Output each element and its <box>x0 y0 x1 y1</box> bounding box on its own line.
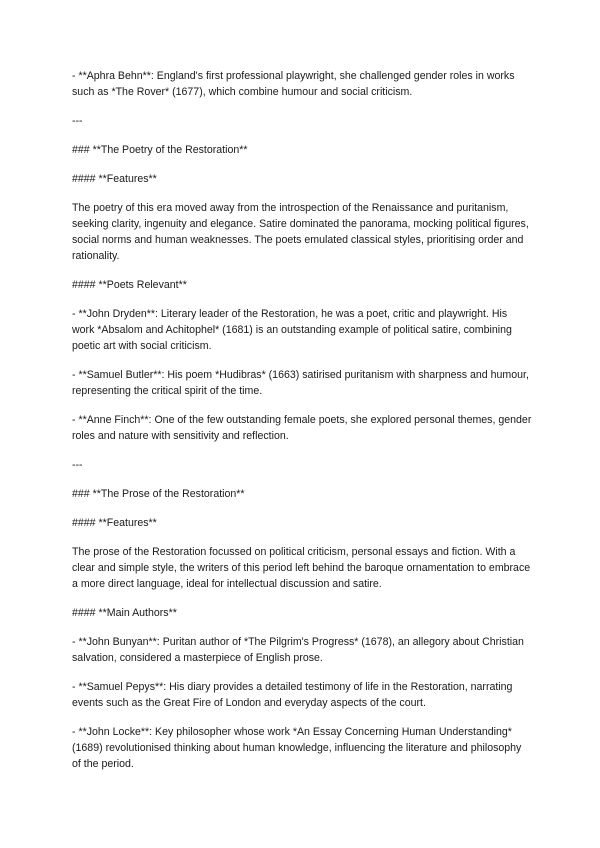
heading-features-poetry: #### **Features** <box>72 173 157 185</box>
horizontal-rule: --- <box>72 115 83 127</box>
list-item-samuel-pepys: - **Samuel Pepys**: His diary provides a detailed testimony of life in the Restoration, narrating events such as the Great Fire of London and everyday aspects of the court. <box>72 681 516 709</box>
heading-main-authors: #### **Main Authors** <box>72 607 177 619</box>
heading-prose: ### **The Prose of the Restoration** <box>72 488 245 500</box>
list-item-john-dryden: - **John Dryden**: Literary leader of the Restoration, he was a poet, critic and playwright. His work *Absalom and Achitophel* (1681) is an outstanding example of political satire, combining poetic art with social criticism. <box>72 308 515 352</box>
paragraph-prose: The prose of the Restoration focussed on political criticism, personal essays and fiction. With a clear and simple style, the writers of this period left behind the baroque ornamentation to embrace a more direct language, ideal for intellectual discussion and satire. <box>72 546 534 590</box>
heading-features-prose: #### **Features** <box>72 517 157 529</box>
heading-poets-relevant: #### **Poets Relevant** <box>72 279 187 291</box>
heading-poetry: ### **The Poetry of the Restoration** <box>72 144 248 156</box>
list-item-john-bunyan: - **John Bunyan**: Puritan author of *The Pilgrim's Progress* (1678), an allegory about Christian salvation, considered a masterpiece of English prose. <box>72 636 527 664</box>
list-item-anne-finch: - **Anne Finch**: One of the few outstanding female poets, she explored personal themes, gender roles and nature with sensitivity and reflection. <box>72 414 535 442</box>
list-item-samuel-butler: - **Samuel Butler**: His poem *Hudibras* (1663) satirised puritanism with sharpness and humour, representing the critical spirit of the time. <box>72 369 532 397</box>
list-item-aphra-behn: - **Aphra Behn**: England's first professional playwright, she challenged gender roles in works such as *The Rover* (1677), which combine humour and social criticism. <box>72 70 518 98</box>
list-item-john-locke: - **John Locke**: Key philosopher whose work *An Essay Concerning Human Understanding* (1689) revolutionised thinking about human knowledge, influencing the literature and philosophy of the period. <box>72 726 525 770</box>
paragraph-poetry: The poetry of this era moved away from the introspection of the Renaissance and puritanism, seeking clarity, ingenuity and elegance. Satire dominated the panorama, mocking political figures, social norms and human weaknesses. The poets emulated classical styles, prioritising order and rationality. <box>72 202 532 262</box>
horizontal-rule: --- <box>72 459 83 471</box>
text-column <box>72 68 535 772</box>
